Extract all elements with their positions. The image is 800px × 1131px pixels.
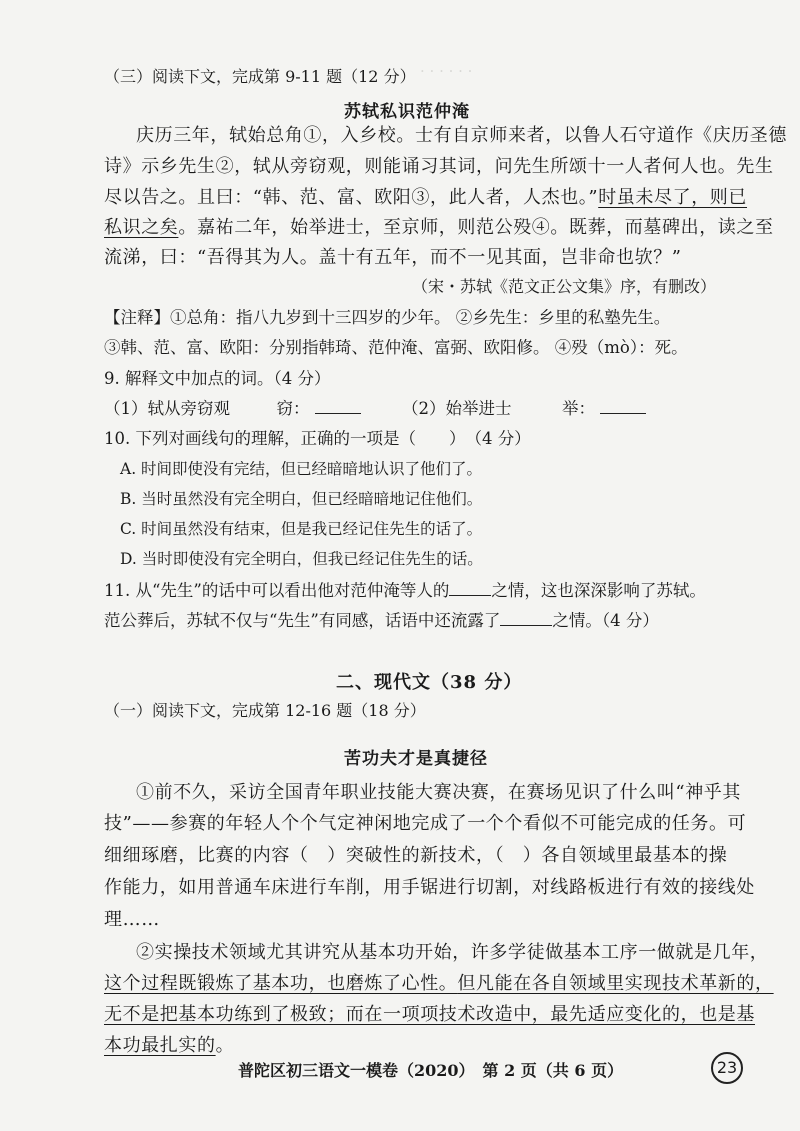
- question-11-line-2: [104, 610, 659, 632]
- passage-text: 。嘉祐二年，始举进士，至京师，则范公殁④。既葬，而墓碑出，读之至: [178, 217, 774, 238]
- essay-line-7: [104, 973, 774, 995]
- question-9: 9. 解释文中加点的词。（4 分）: [104, 369, 331, 388]
- q11-text: 11. 从“先生”的话中可以看出他对范仲淹等人的: [104, 581, 450, 600]
- answer-blank[interactable]: [449, 581, 491, 596]
- q9-2-label: 举：: [562, 399, 595, 418]
- essay-line-4: 作能力，如用普通车床进行车削，用手锯进行切割，对线路板进行有效的接线处: [104, 877, 755, 898]
- question-10: 10. 下列对画线句的理解，正确的一项是（ ） （4 分）: [104, 429, 531, 448]
- page-footer: 普陀区初三语文一模卷（2020） 第 2 页（共 6 页）: [238, 1061, 624, 1080]
- passage-line-4: [104, 217, 774, 239]
- passage-text: 尽以告之。且曰：“韩、范、富、欧阳③，此人者，人杰也。”: [104, 187, 599, 208]
- essay-line-3: 细细琢磨，比赛的内容（ ）突破性的新技术，（ ）各自领域里最基本的操: [104, 845, 728, 866]
- answer-blank[interactable]: [315, 399, 361, 414]
- q11-text: 之情。（4 分）: [552, 611, 659, 630]
- bleed-through: · · · · · ·: [420, 62, 473, 80]
- option-a: A. 时间即使没有完结，但已经暗暗地认识了他们了。: [120, 460, 483, 478]
- answer-blank[interactable]: [600, 399, 646, 414]
- note-line-2: ③韩、范、富、欧阳：分别指韩琦、范仲淹、富弼、欧阳修。 ④殁（mò）：死。: [104, 338, 688, 357]
- answer-blank[interactable]: [500, 611, 552, 626]
- passage-line-5: 流涕，曰：“吾得其为人。盖十有五年，而不一见其面，岂非命也欤？”: [104, 247, 682, 268]
- underlined-sentence-end: 私识之矣: [104, 217, 179, 238]
- section3-header: （三）阅读下文，完成第 9-11 题（12 分）: [104, 67, 416, 86]
- underlined-sentence: 但凡能在各自领域里实现技术革新的，: [457, 973, 774, 994]
- underlined-sentence: 时虽未尽了，则已: [598, 187, 748, 208]
- essay-line-6: ②实操技术领域尤其讲究从基本功开始，许多学徒做基本工序一做就是几年，: [136, 942, 769, 963]
- q9-1-prompt: （1）轼从旁窃观: [104, 399, 230, 418]
- part2-subheader: （一）阅读下文，完成第 12-16 题（18 分）: [104, 701, 426, 720]
- question-9-item-1: [104, 398, 361, 420]
- q9-2-prompt: （2）始举进士: [402, 399, 512, 418]
- essay-text: 。: [215, 1035, 235, 1056]
- option-c: C. 时间虽然没有结束，但是我已经记住先生的话了。: [120, 520, 483, 538]
- q11-text: 范公葬后，苏轼不仅与“先生”有同感，话语中还流露了: [104, 611, 501, 630]
- note-line-1: 【注释】①总角：指八九岁到十三四岁的少年。 ②乡先生：乡里的私塾先生。: [104, 308, 671, 327]
- underlined-sentence-end: 本功最扎实的: [104, 1035, 216, 1056]
- essay-line-5: 理……: [104, 909, 160, 930]
- underlined-sentence: 无不是把基本功练到了极致；而在一项项技术改造中，最先适应变化的，也是基: [104, 1004, 755, 1025]
- question-9-item-2: [402, 398, 646, 420]
- section3-title: 苏轼私识范仲淹: [344, 102, 470, 122]
- passage-source: （宋・苏轼《范文正公文集》序，有删改）: [412, 277, 717, 296]
- essay-line-9: [104, 1035, 234, 1057]
- part2-title: 苦功夫才是真捷径: [344, 749, 488, 769]
- option-b: B. 当时虽然没有完全明白，但已经暗暗地记住他们。: [120, 490, 483, 508]
- q11-text: 之情，这也深深影响了苏轼。: [491, 581, 706, 600]
- passage-line-2: 诗》示乡先生②，轼从旁窃观，则能诵习其词，问先生所颂十一人者何人也。先生: [104, 156, 774, 177]
- question-11-line-1: [104, 580, 706, 602]
- page-number-badge: 23: [711, 1052, 743, 1084]
- part2-header: 二、现代文（38 分）: [336, 672, 523, 693]
- passage-line-3: [104, 187, 747, 209]
- essay-text: 这个过程既锻炼了基本功，也磨炼了心性。: [104, 973, 458, 994]
- q9-1-label: 窃：: [276, 399, 310, 418]
- essay-line-2: 技”——参赛的年轻人个个气定神闲地完成了一个个看似不可能完成的任务。可: [104, 813, 747, 834]
- passage-line-1: 庆历三年，轼始总角①，入乡校。士有自京师来者，以鲁人石守道作《庆历圣德: [136, 125, 787, 146]
- essay-line-1: ①前不久，采访全国青年职业技能大赛决赛，在赛场见识了什么叫“神乎其: [136, 782, 741, 803]
- essay-line-8: [104, 1004, 755, 1026]
- option-d: D. 当时即使没有完全明白，但我已经记住先生的话。: [120, 550, 483, 568]
